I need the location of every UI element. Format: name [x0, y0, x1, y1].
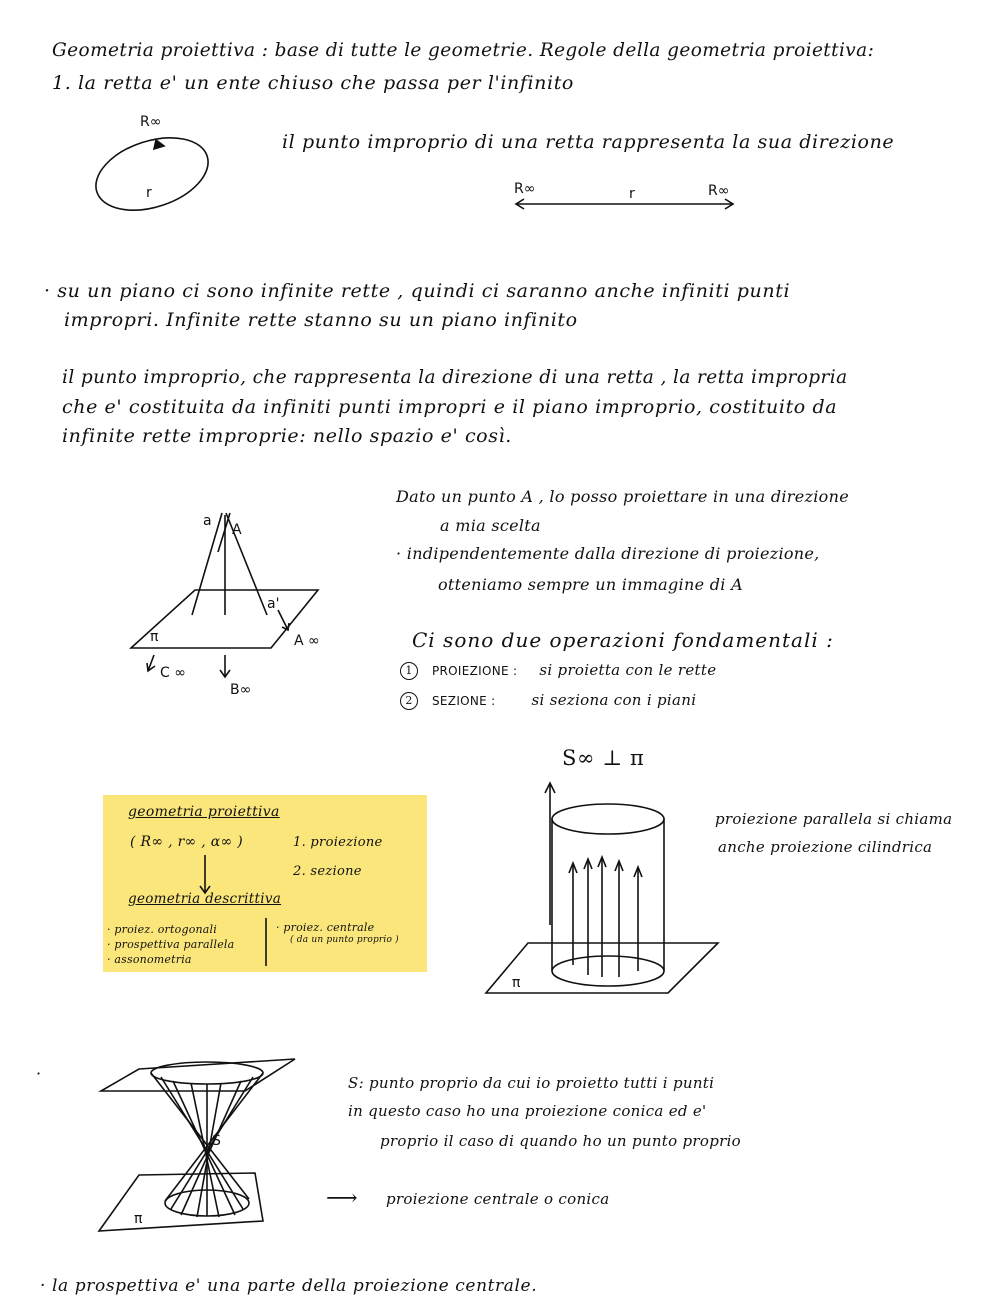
projection-text-line-2: a mia scelta: [440, 516, 541, 535]
number-2-circle: 2: [400, 692, 418, 710]
projection-text-line-4: otteniamo sempre un immagine di A: [438, 575, 743, 594]
closed-line-ellipse-diagram: [90, 130, 220, 220]
plane-para-line-1: · su un piano ci sono infinite rette , quindi ci saranno anche infiniti punti: [44, 280, 791, 302]
cone-label-pi: π: [134, 1211, 143, 1227]
ellipse-label-r: r: [146, 185, 152, 201]
operation-projection: [400, 662, 716, 680]
arrow-label-left: R∞: [514, 181, 536, 197]
space-para-line-3: infinite rette improprie: nello spazio e' così.: [62, 425, 512, 447]
operation-section-name: SEZIONE :: [432, 694, 496, 708]
operations-heading: Ci sono due operazioni fondamentali :: [412, 628, 834, 652]
cylinder-text-line-2: anche proiezione cilindrica: [718, 838, 933, 856]
yellow-box-title: geometria proiettiva: [128, 804, 280, 820]
divider-line: [264, 918, 268, 968]
cone-text-line-2: in questo caso ho una proiezione conica ed e': [348, 1102, 707, 1120]
yellow-left-item-2: · prospettiva parallela: [107, 938, 235, 951]
yellow-box-tuple: ( R∞ , r∞ , α∞ ): [130, 834, 243, 850]
arrow-label-right: R∞: [708, 183, 730, 199]
label-a: a: [203, 513, 212, 529]
yellow-right-item-1: · proiez. centrale: [276, 921, 375, 934]
final-line: · la prospettiva e' una parte della proiezione centrale.: [40, 1276, 538, 1296]
projection-text-line-1: Dato un punto A , lo posso proiettare in una direzione: [396, 487, 849, 506]
operation-section: [400, 692, 696, 710]
cylinder-title: S∞ ⊥ π: [562, 746, 645, 770]
number-1-circle: 1: [400, 662, 418, 680]
arrow-label-mid: r: [629, 186, 635, 202]
label-C-infinity: C ∞: [160, 665, 186, 681]
cone-text-line-3: proprio il caso di quando ho un punto proprio: [380, 1132, 742, 1150]
space-para-line-2: che e' costituita da infiniti punti impropri e il piano improprio, costituito da: [62, 396, 838, 418]
cone-text-line-1: S: punto proprio da cui io proietto tutti i punti: [348, 1074, 715, 1092]
yellow-box-subtitle: geometria descrittiva: [128, 891, 282, 907]
operation-projection-desc: si proietta con le rette: [539, 661, 717, 679]
label-A: A: [232, 522, 242, 538]
label-A-infinity: A ∞: [294, 633, 320, 649]
projection-text-line-3: · indipendentemente dalla direzione di proiezione,: [396, 544, 820, 563]
yellow-left-item-3: · assonometria: [107, 953, 192, 966]
left-dot: ·: [36, 1064, 42, 1083]
yellow-right-item-2: ( da un punto proprio ): [290, 935, 399, 945]
cone-result-text: proiezione centrale o conica: [386, 1190, 610, 1208]
improper-point-text: il punto improprio di una retta rappresenta la sua direzione: [282, 131, 895, 153]
cylinder-label-pi: π: [512, 975, 521, 991]
intro-line-1: Geometria proiettiva : base di tutte le geometrie. Regole della geometria proiettiva:: [52, 40, 875, 61]
double-arrow-line: [512, 196, 737, 212]
label-pi: π: [150, 629, 159, 645]
cylinder-text-line-1: proiezione parallela si chiama: [715, 810, 953, 828]
intro-line-2: 1. la retta e' un ente chiuso che passa per l'infinito: [52, 72, 574, 94]
label-B-infinity: B∞: [230, 682, 252, 698]
cone-label-S: S: [212, 1133, 221, 1149]
operation-section-desc: si seziona con i piani: [531, 691, 697, 709]
yellow-box-step-2: 2. sezione: [293, 864, 362, 879]
ellipse-label-r-infinity: R∞: [140, 114, 162, 130]
space-para-line-1: il punto improprio, che rappresenta la direzione di una retta , la retta impropria: [62, 367, 848, 388]
label-a-prime: a': [267, 596, 280, 612]
cylinder-projection-diagram: [480, 775, 725, 1000]
yellow-left-item-1: · proiez. ortogonali: [107, 923, 217, 936]
plane-para-line-2: impropri. Infinite rette stanno su un piano infinito: [64, 309, 578, 331]
operation-projection-name: PROIEZIONE :: [432, 664, 518, 678]
yellow-box-step-1: 1. proiezione: [293, 835, 383, 850]
cone-projection-diagram: [95, 1055, 305, 1235]
result-arrow: ⟶: [326, 1186, 359, 1211]
